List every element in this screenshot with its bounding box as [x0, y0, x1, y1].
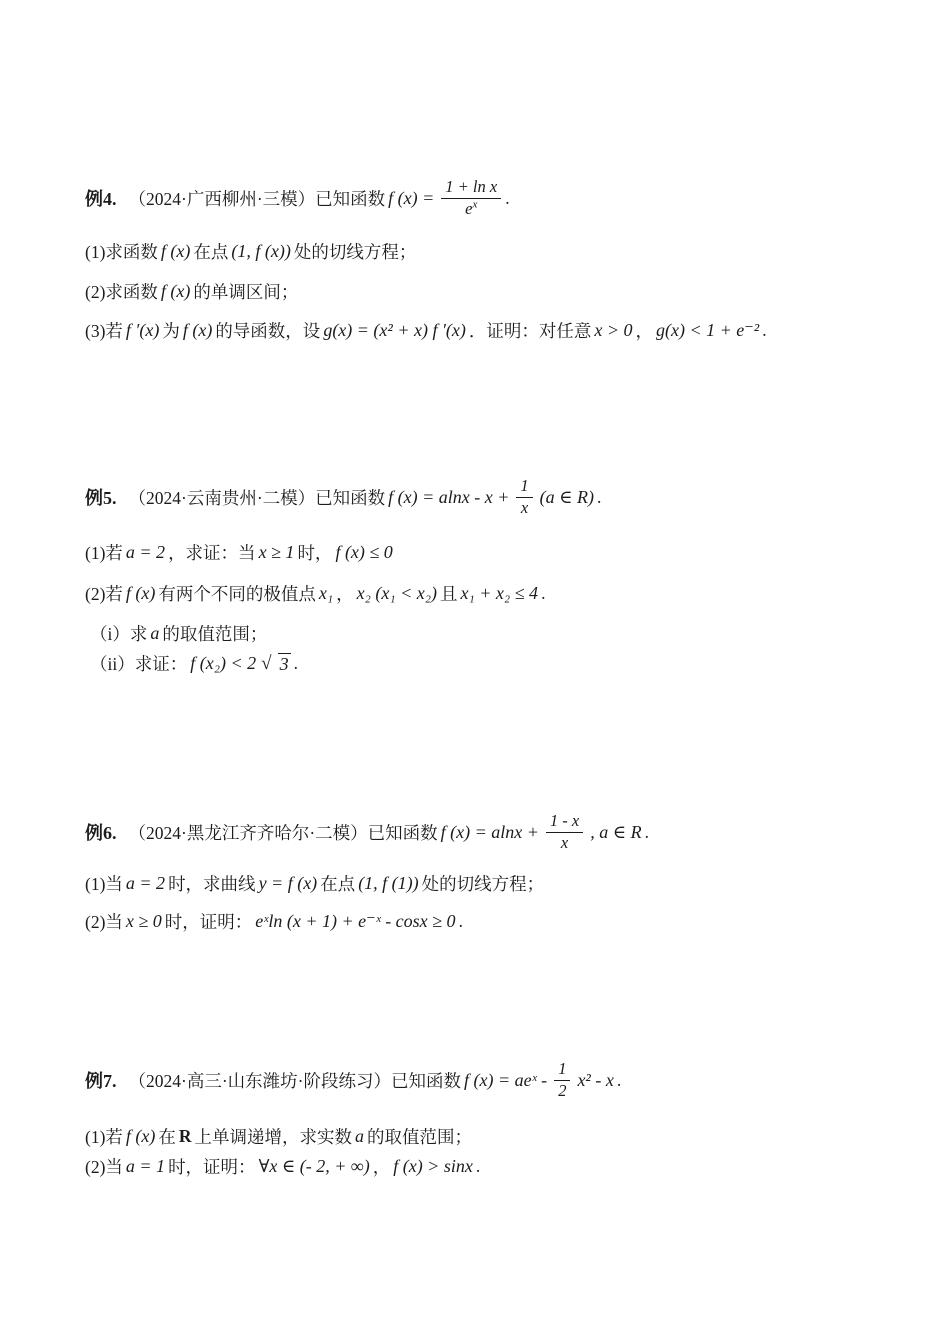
example-7-function-tail: x² - x	[577, 1069, 614, 1090]
fraction-denominator: 2	[558, 1080, 567, 1100]
example-7-part-2: (2)当 a = 1 时，证明： ∀x ∈ (- 2, + ∞) ， f (x) > sinx .	[85, 1156, 481, 1177]
radicand: 3	[279, 653, 289, 674]
example-7-source: （2024·高三·山东潍坊·阶段练习）已知函数	[128, 1070, 461, 1091]
example-7-function-lhs: f (x) = aeˣ -	[463, 1069, 548, 1090]
example-6-label: 例6.	[85, 823, 117, 844]
example-7-label: 例7.	[85, 1071, 117, 1092]
example-7-fraction	[554, 1060, 570, 1101]
example-4-function-lhs: f (x) =	[388, 187, 435, 208]
example-4-period: .	[505, 187, 510, 208]
example-6-period: .	[644, 821, 649, 842]
example-4-label: 例4.	[85, 189, 117, 210]
example-7-heading	[85, 1060, 621, 1101]
example-5-fraction	[516, 477, 532, 518]
example-7-part-1: (1)若 f (x) 在 R 上单调递增，求实数 a 的取值范围；	[85, 1126, 473, 1147]
example-5-part-2ii: （ii）求证： f (x₂) < 2 √ 3 .	[90, 652, 298, 674]
example-6-function-lhs: f (x) = alnx +	[440, 821, 539, 842]
example-5-label: 例5.	[85, 488, 117, 509]
example-5-part-2i: （i）求 a 的取值范围；	[90, 623, 268, 644]
example-6-source: （2024·黑龙江齐齐哈尔·二模）已知函数	[128, 822, 438, 843]
example-5-function-lhs: f (x) = alnx - x +	[388, 486, 510, 507]
example-4-part-2: (2)求函数 f (x) 的单调区间；	[85, 281, 299, 302]
example-5-domain: (a ∈ R)	[539, 486, 594, 507]
fraction-numerator: 1	[554, 1060, 570, 1081]
example-6-domain: , a ∈ R	[590, 821, 642, 842]
radical-icon: √	[261, 652, 272, 674]
example-7-period: .	[616, 1069, 622, 1090]
example-4-fraction	[441, 178, 501, 219]
example-4-part-1: (1)求函数 f (x) 在点 (1, f (x)) 处的切线方程；	[85, 241, 417, 262]
example-6-heading	[85, 812, 649, 853]
example-5-heading	[85, 477, 601, 518]
example-6-part-1: (1)当 a = 2 时，求曲线 y = f (x) 在点 (1, f (1)) 处的切线方程；	[85, 873, 545, 894]
example-5-part-2: (2)若 f (x) 有两个不同的极值点 x₁ ， x₂ (x₁ < x₂) 且 x₁ + x₂ ≤ 4 .	[85, 583, 546, 604]
fraction-denominator: x	[560, 832, 569, 852]
fraction-numerator: 1	[516, 477, 532, 498]
example-4-part-3: (3)若 f ′(x) 为 f (x) 的导函数，设 g(x) = (x² + x) f ′(x) ．证明：对任意 x > 0 ， g(x) < 1 + e⁻² .	[85, 320, 767, 341]
fraction-denominator: $e^x$	[465, 198, 478, 218]
fraction-numerator: 1 - x	[546, 812, 583, 833]
example-6-part-2: (2)当 x ≥ 0 时，证明： eˣln (x + 1) + e⁻ˣ - cosx ≥ 0 .	[85, 911, 463, 932]
example-4-source: （2024·广西柳州·三模）已知函数	[128, 188, 386, 209]
example-5-source: （2024·云南贵州·二模）已知函数	[128, 487, 386, 508]
real-number-symbol: R	[178, 1126, 192, 1146]
fraction-denominator: x	[520, 497, 529, 517]
fraction-numerator: 1 + ln x	[441, 178, 501, 199]
example-4-heading	[85, 178, 510, 219]
example-5-part-1: (1)若 a = 2 ，求证：当 x ≥ 1 时， f (x) ≤ 0	[85, 542, 393, 563]
example-5-period: .	[596, 486, 602, 507]
example-6-fraction	[546, 812, 583, 853]
